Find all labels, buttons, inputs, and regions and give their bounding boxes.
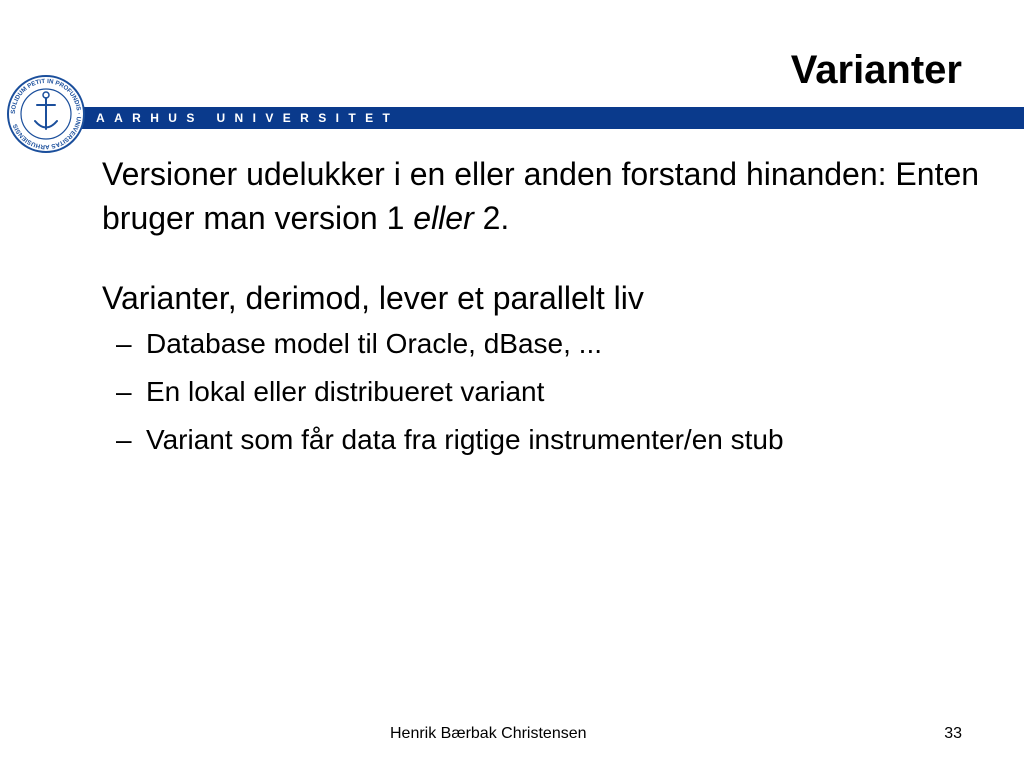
bullet-dash: –	[116, 376, 132, 407]
paragraph-versions	[102, 152, 982, 240]
university-seal-logo	[6, 74, 86, 154]
paragraph-variants: Varianter, derimod, lever et parallelt liv	[102, 280, 644, 316]
bullet-item	[116, 320, 982, 368]
paragraph-versions-text: Versioner udelukker i en eller anden forstand hinanden: Enten bruger man version 1	[102, 156, 980, 236]
bullet-text: Database model til Oracle, dBase, ...	[146, 328, 602, 359]
bullet-item	[116, 368, 982, 416]
university-name: AARHUS UNIVERSITET	[96, 111, 400, 125]
bullet-text: Variant som får data fra rigtige instrumenter/en stub	[146, 424, 784, 455]
paragraph-versions-emphasis: eller	[413, 200, 474, 236]
slide-body	[102, 152, 982, 464]
slide-title: Varianter	[790, 48, 962, 92]
seal-text: SOLIDUM PETIT IN PROFUNDIS · UNIVERSITAS ARHUSIENSIS	[9, 77, 83, 151]
bullet-item	[116, 416, 982, 464]
page-number: 33	[944, 725, 962, 742]
bullet-dash: –	[116, 328, 132, 359]
university-banner	[42, 107, 1024, 129]
footer-author: Henrik Bærbak Christensen	[390, 725, 587, 742]
paragraph-versions-end: 2.	[473, 200, 510, 236]
bullet-dash: –	[116, 424, 132, 455]
bullet-text: En lokal eller distribueret variant	[146, 376, 545, 407]
